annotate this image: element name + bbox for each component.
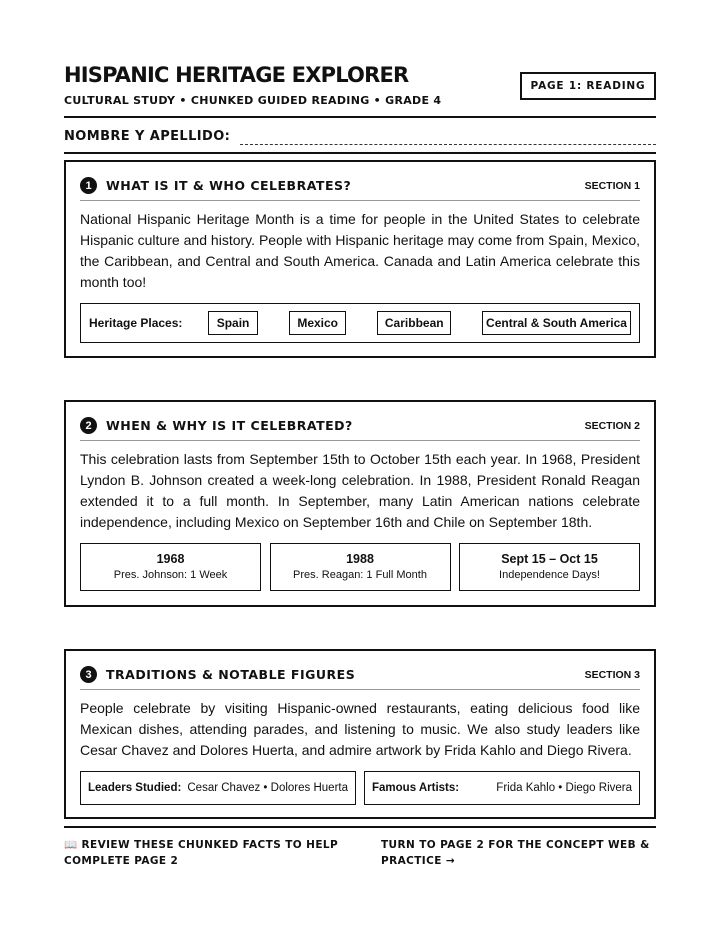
fact-title: Sept 15 – Oct 15 [501, 552, 598, 566]
place-chip: Mexico [289, 311, 347, 335]
page-badge: PAGE 1: READING [520, 72, 656, 100]
heritage-places-label: Heritage Places: [89, 316, 183, 330]
section-number-badge: 1 [80, 177, 97, 194]
section-tag: SECTION 3 [584, 668, 640, 681]
artists-names: Frida Kahlo • Diego Rivera [496, 782, 632, 794]
section-number-badge: 3 [80, 666, 97, 683]
fact-title: 1968 [156, 552, 185, 566]
name-field-row [64, 128, 656, 154]
footer-review-note: 📖 REVIEW THESE CHUNKED FACTS TO HELP COMPLETE PAGE 2 [64, 839, 339, 867]
leaders-label: Leaders Studied: [88, 782, 182, 794]
section-1 [64, 160, 656, 358]
section-tag: SECTION 1 [584, 179, 640, 192]
heritage-places-box [80, 303, 640, 343]
worksheet-title: HISPANIC HERITAGE EXPLORER [64, 63, 409, 87]
fact-card [270, 543, 451, 591]
fact-subtitle: Pres. Johnson: 1 Week [113, 569, 228, 581]
place-chip: Caribbean [377, 311, 451, 335]
fact-card [80, 543, 261, 591]
footer-next-page-note: TURN TO PAGE 2 FOR THE CONCEPT WEB & PRACTICE → [381, 839, 650, 867]
artists-label: Famous Artists: [372, 782, 460, 794]
notable-figures-row [80, 771, 640, 805]
artists-box [364, 771, 640, 805]
section-title: WHEN & WHY IS IT CELEBRATED? [106, 418, 353, 433]
section-body: People celebrate by visiting Hispanic-owned restaurants, eating delicious food like Mexican dishes, attending parades, and listening to music. We also study leaders like Cesar Chavez and Dolores Huerta, and admire artwork by Frida Kahlo and Diego Rivera. [80, 700, 640, 758]
place-chip: Central & South America [482, 311, 631, 335]
name-field-label: NOMBRE Y APELLIDO: [64, 129, 231, 144]
name-write-line[interactable] [240, 144, 656, 145]
worksheet-header [64, 62, 656, 118]
leaders-names: Cesar Chavez • Dolores Huerta [187, 782, 348, 794]
section-body: This celebration lasts from September 15th to October 15th each year. In 1968, President Lyndon B. Johnson created a week-long celebration. In 1988, President Ronald Reagan extended it to a full month. In September, many Latin American nations celebrate independence, including Mexico on September 16th and Chile on September 18th. [80, 451, 640, 530]
fact-subtitle: Independence Days! [499, 569, 600, 581]
fact-title: 1988 [346, 552, 374, 566]
fact-card [459, 543, 640, 591]
section-header [80, 177, 640, 201]
fact-subtitle: Pres. Reagan: 1 Full Month [293, 569, 427, 581]
section-body: National Hispanic Heritage Month is a time for people in the United States to celebrate Hispanic culture and history. People with Hispanic heritage may come from Spain, Mexico, the Caribbean, and Central and South America. Canada and Latin America celebrate this month too! [80, 211, 640, 290]
section-title: TRADITIONS & NOTABLE FIGURES [106, 667, 356, 682]
place-chip: Spain [208, 311, 258, 335]
worksheet-footer [64, 826, 656, 869]
section-header [80, 417, 640, 441]
section-title: WHAT IS IT & WHO CELEBRATES? [106, 178, 352, 193]
section-tag: SECTION 2 [584, 419, 640, 432]
section-2 [64, 400, 656, 607]
section-number-badge: 2 [80, 417, 97, 434]
section-header [80, 666, 640, 690]
leaders-box [80, 771, 356, 805]
worksheet-subtitle: CULTURAL STUDY • CHUNKED GUIDED READING • GRADE 4 [64, 94, 442, 107]
key-facts-row [80, 543, 640, 591]
section-3 [64, 649, 656, 819]
